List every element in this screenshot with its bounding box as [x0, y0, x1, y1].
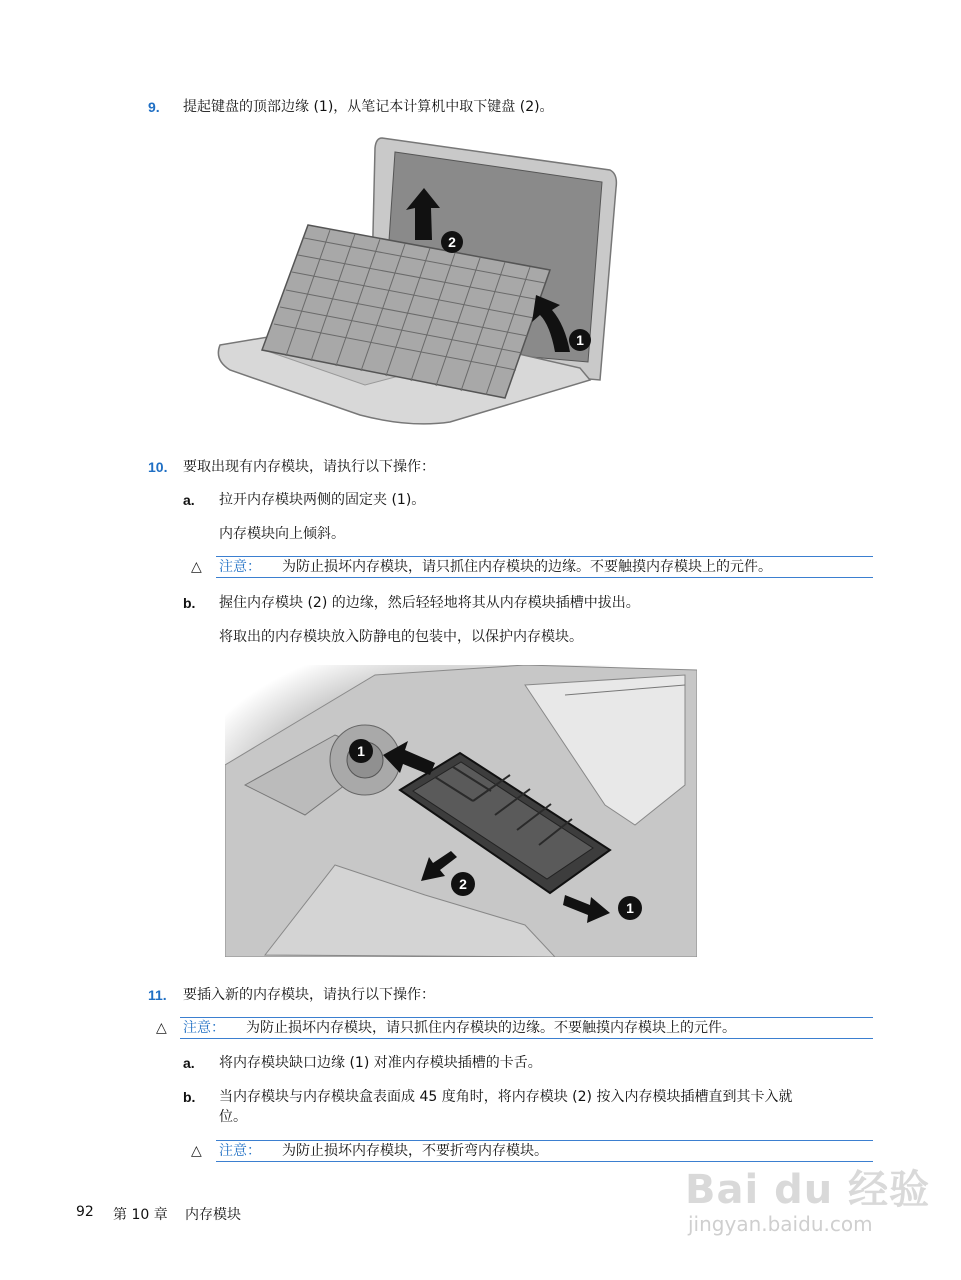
step-9-text: 提起键盘的顶部边缘 (1)，从笔记本计算机中取下键盘 (2)。	[183, 99, 554, 115]
step-11	[148, 985, 167, 1006]
caution-text: 为防止损坏内存模块，请只抓住内存模块的边缘。不要触摸内存模块上的元件。	[282, 559, 772, 575]
substep-b-text: 当内存模块与内存模块盒表面成 45 度角时，将内存模块 (2) 按入内存模块插槽直到其卡入就	[219, 1089, 793, 1105]
substep-letter: a.	[183, 492, 195, 508]
caution-text: 为防止损坏内存模块，不要折弯内存模块。	[282, 1143, 548, 1159]
warning-triangle-icon: △	[191, 1143, 202, 1159]
callout-1: 1	[576, 332, 584, 348]
step-9	[148, 97, 160, 118]
substep-letter: a.	[183, 1055, 195, 1071]
step-number: 10.	[148, 459, 168, 475]
watermark-url: jingyan.baidu.com	[688, 1212, 873, 1236]
caution-box	[156, 1017, 873, 1039]
step-number: 11.	[148, 987, 167, 1003]
callout-1: 1	[626, 900, 634, 916]
step-10-text: 要取出现有内存模块，请执行以下操作：	[183, 459, 435, 475]
caution-label: 注意：	[219, 1143, 261, 1159]
substep-b-text: 握住内存模块 (2) 的边缘，然后轻轻地将其从内存模块插槽中拔出。	[219, 595, 640, 611]
substep-a-text: 将内存模块缺口边缘 (1) 对准内存模块插槽的卡舌。	[219, 1055, 542, 1071]
memory-module-figure	[225, 665, 697, 957]
substep-b-note: 将取出的内存模块放入防静电的包装中，以保护内存模块。	[219, 629, 583, 645]
caution-label: 注意：	[183, 1020, 225, 1036]
step-11-text: 要插入新的内存模块，请执行以下操作：	[183, 987, 435, 1003]
substep-b-text-cont: 位。	[219, 1109, 247, 1125]
substep-letter: b.	[183, 1089, 196, 1105]
callout-1: 1	[357, 743, 365, 759]
caution-box	[191, 556, 873, 578]
warning-triangle-icon: △	[191, 559, 202, 575]
watermark-logo: Bai du 经验	[685, 1167, 931, 1213]
footer-title: 内存模块	[185, 1207, 241, 1223]
footer-chapter: 第 10 章	[113, 1207, 168, 1223]
caution-label: 注意：	[219, 559, 261, 575]
callout-2: 2	[448, 234, 456, 250]
step-10	[148, 457, 167, 478]
callout-2: 2	[459, 876, 467, 892]
substep-a-text: 拉开内存模块两侧的固定夹 (1)。	[219, 492, 426, 508]
step-number: 9.	[148, 99, 160, 115]
page-number: 92	[76, 1204, 94, 1220]
warning-triangle-icon: △	[156, 1020, 167, 1036]
keyboard-removal-figure	[210, 130, 620, 430]
caution-text: 为防止损坏内存模块，请只抓住内存模块的边缘。不要触摸内存模块上的元件。	[246, 1020, 736, 1036]
substep-letter: b.	[183, 595, 196, 611]
substep-a-note: 内存模块向上倾斜。	[219, 526, 345, 542]
